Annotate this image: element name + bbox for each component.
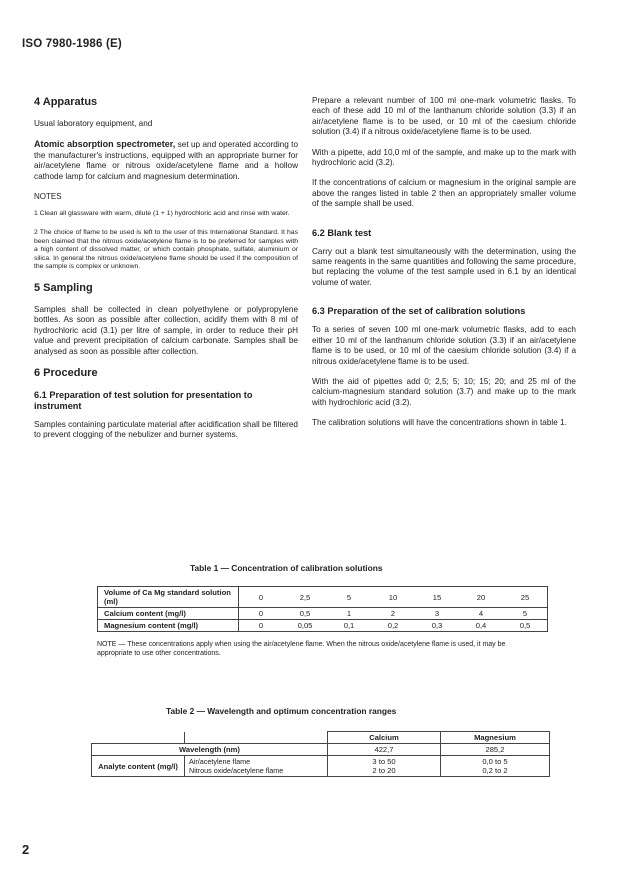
table-row: Wavelength (nm) 422,7 285,2	[92, 744, 550, 756]
section-6-3-para-3: The calibration solutions will have the concentrations shown in table 1.	[312, 418, 567, 428]
section-6-3-para-1: To a series of seven 100 ml one-mark volumetric flasks, add to each either 10 ml of the lanthanum chloride solution (3.3) if an air/acetylene flame is to be used, or 10 ml of the caesium chloride solution (3.4) if a nitrous oxide/acetylene flame is to be used.	[312, 325, 576, 366]
section-5-para: Samples shall be collected in clean polyethylene or polypropylene bottles. As soon as possible after collection, acidify them with 8 ml of hydrochloric acid (3.1) per litre of sample, in order to reduce their pH value and prevent precipitation of calcium carbonate. Samples shall be analysed as soon as possible after collection.	[34, 305, 298, 356]
section-6-title: 6 Procedure	[34, 367, 98, 380]
note-2: 2 The choice of flame to be used is left to the user of this International Standard. It has been claimed that the nitrous oxide/acetylene flame is to be preferred for samples with a high content of dissolved matter, or which contain phosphate, sulfate, aluminium or silica. In general the nitrous oxide/acetylene flame should be used if the composition of the sample is complex or unknown.	[34, 229, 298, 271]
table-2	[91, 731, 550, 777]
section-6-3-para-2: With the aid of pipettes add 0; 2,5; 5; 10; 15; 20; and 25 ml of the calcium-magnesium standard solution (3.7) and make up to the mark with hydrochloric acid (3.2).	[312, 376, 576, 407]
right-para-3: If the concentrations of calcium or magnesium in the original sample are above the ranges listed in table 2 then an appropriately smaller volume of the sample shall be used.	[312, 178, 576, 209]
section-5-title: 5 Sampling	[34, 282, 93, 294]
column-header-magnesium: Magnesium	[441, 732, 550, 744]
table-row	[92, 732, 550, 744]
right-para-2: With a pipette, add 10,0 ml of the sample, and make up to the mark with hydrochloric acid (3.2).	[312, 147, 576, 168]
table-1-note: NOTE — These concentrations apply when using the air/acetylene flame. When the nitrous oxide/acetylene flame is used, it may be appropriate to use other concentrations.	[97, 641, 506, 657]
note-1: 1 Clean all glassware with warm, dilute (1 + 1) hydrochloric acid and rinse with water.	[34, 210, 290, 218]
table-row: Analyte content (mg/l) Air/acetylene flame Nitrous oxide/acetylene flame 3 to 50 2 to 20 0,0 to 5 0,2 to 2	[92, 756, 550, 777]
section-6-1-para: Samples containing particulate material after acidification shall be filtered to prevent clogging of the nebulizer and burner systems.	[34, 420, 298, 440]
section-6-3-title: 6.3 Preparation of the set of calibration solutions	[312, 306, 526, 317]
section-6-1-title: 6.1 Preparation of test solution for presentation to instrument	[34, 390, 253, 412]
notes-label: NOTES	[34, 192, 62, 202]
table-1-caption: Table 1 — Concentration of calibration solutions	[190, 563, 383, 573]
table-1	[97, 586, 548, 632]
row-label-wavelength: Wavelength (nm)	[92, 744, 328, 756]
row-label: Volume of Ca Mg standard solution (ml)	[98, 587, 239, 608]
right-para-1: Prepare a relevant number of 100 ml one-mark volumetric flasks. To each of these add 10 ml of the lanthanum chloride solution (3.3) if an air/acetylene flame is to be used, or 10 ml of the caesium chloride solution (3.4) if a nitrous oxide/acetylene flame is to be used.	[312, 96, 576, 137]
row-label: Calcium content (mg/l)	[98, 608, 239, 620]
table-row: Volume of Ca Mg standard solution (ml) 0 2,5 5 10 15 20 25	[98, 587, 548, 608]
spectrometer-term: Atomic absorption spectrometer,	[34, 139, 176, 150]
row-label: Magnesium content (mg/l)	[98, 620, 239, 632]
page-header: ISO 7980-1986 (E)	[22, 38, 122, 50]
section-6-2-para: Carry out a blank test simultaneously with the determination, using the same reagents in the same quantities and following the same procedure, but replacing the volume of the test sample used in 6.1 by an identical volume of water.	[312, 246, 576, 287]
row-label-analyte: Analyte content (mg/l)	[92, 756, 185, 777]
left-column	[34, 96, 298, 451]
section-4-intro: Usual laboratory equipment, and	[34, 119, 153, 128]
column-header-calcium: Calcium	[328, 732, 441, 744]
section-4-title: 4 Apparatus	[34, 96, 98, 108]
table-row: Magnesium content (mg/l) 0 0,05 0,1 0,2 0,3 0,4 0,5	[98, 620, 548, 632]
section-4-para: Atomic absorption spectrometer, set up and operated according to the manufacturer's instructions, equipped with an appropriate burner for air/acetylene flame or nitrous oxide/acetylene flame and a hollow cathode lamp for calcium and magnesium determination.	[34, 139, 298, 181]
section-6-2-title: 6.2 Blank test	[312, 227, 372, 238]
page-number: 2	[22, 842, 30, 857]
table-2-caption: Table 2 — Wavelength and optimum concentration ranges	[166, 706, 397, 716]
right-column	[312, 96, 576, 439]
table-row: Calcium content (mg/l) 0 0,5 1 2 3 4 5	[98, 608, 548, 620]
